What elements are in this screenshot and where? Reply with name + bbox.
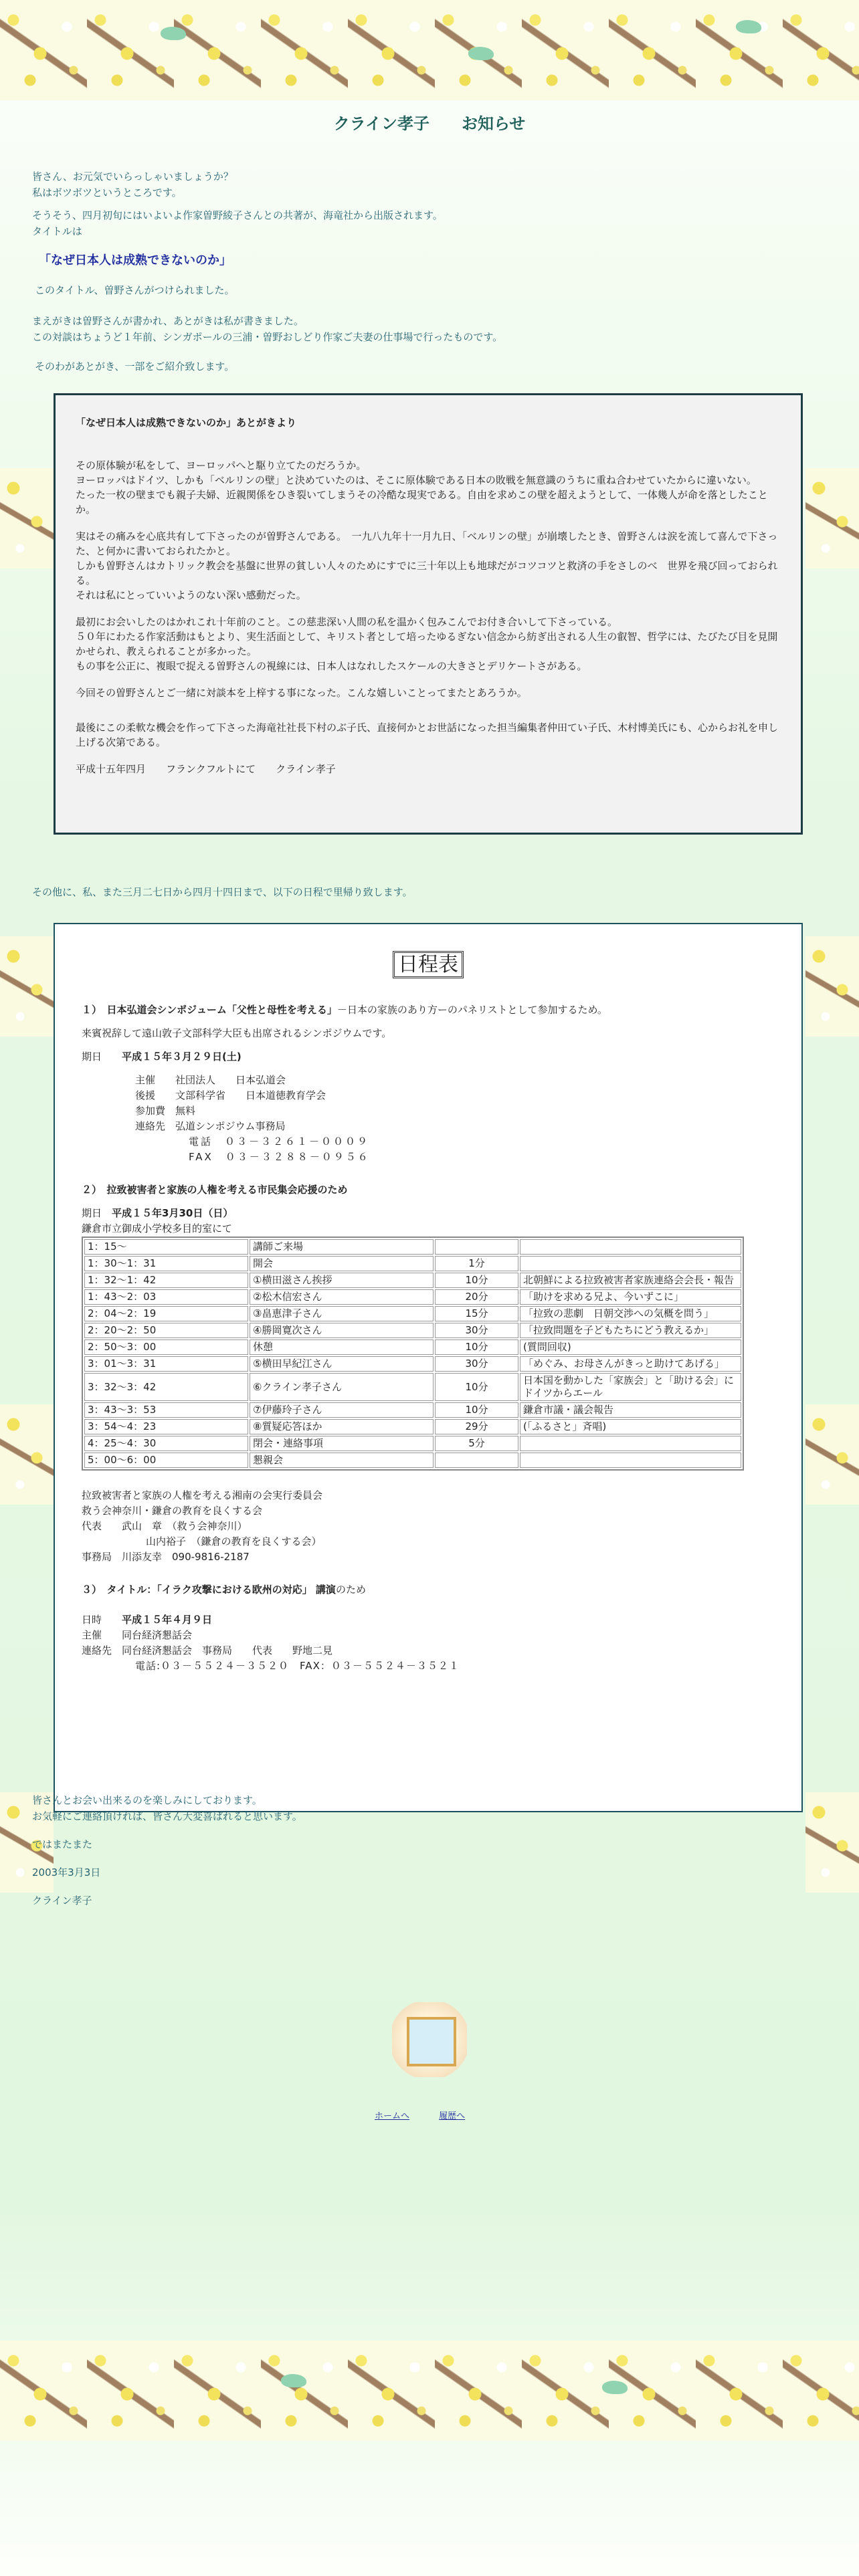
table-cell: 1分 <box>435 1256 518 1271</box>
table-cell: 10分 <box>435 1273 518 1288</box>
left-floral-decoration <box>0 1404 54 1505</box>
table-cell: 休憩 <box>250 1339 434 1355</box>
afterword-paragraph: その原体験が私をして、ヨーロッパへと駆り立てたのだろうか。 ヨーロッパはドイツ、しかも「ベルリンの壁」と決めていたのは、そこに原体験である日本の敗戦を無意識のうちに重ね合わせていたからに違いない。 たった一枚の壁までも親子夫婦、近親関係をひき裂いてしまうその冷酷な現実である。自由を求めこの壁を超えようとして、一体幾人が命を落としたことか。 <box>76 459 768 516</box>
table-cell: (質問回収) <box>520 1339 741 1355</box>
right-floral-decoration <box>805 936 859 1037</box>
afterword-paragraph: 最初にお会いしたのはかれこれ十年前のこと。この慈悲深い人間の私を温かく包みこんでお付き合いして下さっている。 ５０年にわたる作家活動はもとより、実生活面として、キリスト者として培ったゆるぎない信念から紡ぎ出される人生の叡智、哲学には、たびたび目を見開かせられ、教えられることが多かった。 もの事を公正に、複眼で捉える曽野さんの視線には、日本人はなれしたスケールの大きさとデリケートさがある。 <box>76 616 778 672</box>
schedule-section-2: ２） 拉致被害者と家族の人権を考える市民集会応援のため 期日 平成１５年3月30日（日） 鎌倉市立御成小学校多目的室にて 1：15～ 講師ご来場 1：30～1：31 開会 1分 1：32～1：42 ①横田滋さん挨拶 10分 北朝鮮による拉致被害者家族連絡会会長・報告 1：43～2：03 ②松木信宏さん 20分 「助けを求める兄よ、今いずこに」 2：04～2：19 ③畠恵津子さん 15分 「拉致の悲劇 日朝交渉への気概を問う」 2：20～2：50 ④勝岡寛次さん 30分 「拉致問題を子どもたちにどう教えるか」 2：50～3：00 休憩 10分 (質問回収) 3：01～3：31 ⑤横田早紀江さん 30分 「めぐみ、お母さんがきっと助けてあげる」 3：32～3：42 ⑥クライン孝子さん 10分 日本国を動かした「家族会」と「助ける会」にドイツからエール 3：43～3：53 ⑦伊藤玲子さん 10分 鎌倉市議・議会報告 3：54～4：23 ⑧質疑応答ほか 29分 (「ふるさと」斉唱) 4：25～4：30 閉会・連絡事項 5分 5：00～6：00 懇親会 拉致被害者と家族の人権を考える湘南の会実行委員会 救う会神奈川・鎌倉の教育を良くする会 代表 武山 章 （救う会神奈川） 山内裕子 （鎌倉の教育を良くする会） 事務局 川添友幸 090-9816-2187 <box>82 1182 775 1565</box>
schedule-section-3: ３） タイトル：「イラク攻撃における欧州の対応」 講演のため 日時 平成１５年４月９日 主催 同台経済懇話会 連絡先 同台経済懇話会 事務局 代表 野地二見 電話:０３－５５２４－３５２０ FAX：０３－５５２４－３５２１ <box>82 1584 460 1672</box>
table-cell: 5分 <box>435 1436 518 1451</box>
left-floral-decoration <box>0 936 54 1037</box>
bird-icon <box>281 2374 306 2387</box>
table-row <box>84 1289 741 1305</box>
right-floral-decoration <box>805 1792 859 1893</box>
table-cell: 3：32～3：42 <box>84 1373 248 1401</box>
rireki-link[interactable]: 履歴へ <box>439 2111 466 2121</box>
table-cell: 2：20～2：50 <box>84 1323 248 1338</box>
right-floral-decoration <box>805 1404 859 1505</box>
table-cell: 懇親会 <box>250 1453 434 1468</box>
table-cell: 3：01～3：31 <box>84 1356 248 1372</box>
table-cell: ②松木信宏さん <box>250 1289 434 1305</box>
table-cell <box>520 1256 741 1271</box>
schedule-box <box>54 923 803 1812</box>
table-cell: ⑤横田早紀江さん <box>250 1356 434 1372</box>
book-title: 「なぜ日本人は成熟できないのか」 <box>39 253 231 267</box>
schedule-section-1: １） 日本弘道会シンポジューム「父性と母性を考える」－日本の家族のあり方ーのパネリストとして参加するため。 来賓祝辞して遠山敦子文部科学大臣も出席されるシンポジウムです。 期日 平成１５年３月２９日(土) 主催 社団法人 日本弘道会 後援 文部科学省 日本道徳教育学会 参加費 無料 連絡先 弘道シンポジウム事務局 電話 ０３－３２６１－０００９ FAX ０３－３２８８－０９５６ <box>82 1004 607 1163</box>
table-cell: 1：30～1：31 <box>84 1256 248 1271</box>
table-cell: 1：15～ <box>84 1239 248 1255</box>
program-table <box>82 1237 744 1471</box>
table-cell: ⑥クライン孝子さん <box>250 1373 434 1401</box>
table-cell: 15分 <box>435 1306 518 1321</box>
table-cell: 1：43～2：03 <box>84 1289 248 1305</box>
table-cell: 29分 <box>435 1419 518 1434</box>
top-floral-band <box>0 0 859 100</box>
table-cell: 3：43～3：53 <box>84 1402 248 1418</box>
table-cell: 30分 <box>435 1356 518 1372</box>
table-cell: 2：50～3：00 <box>84 1339 248 1355</box>
afterword-paragraph: 実はその痛みを心底共有して下さったのが曽野さんである。 一九八九年十一月九日、「ベルリンの壁」が崩壊したとき、曽野さんは涙を流して喜んで下さった、と何かに書いておられたかと。 しかも曽野さんはカトリック教会を基盤に世界の貧しい人々のためにすでに三十年以上も地球だがコツコツと救済の手をさしのべ 世界を飛び回っておられる。 それは私にとっていいようのない深い感動だった。 <box>76 530 778 601</box>
table-cell: 「助けを求める兄よ、今いずこに」 <box>520 1289 741 1305</box>
afterword-box <box>54 393 803 835</box>
table-cell: 北朝鮮による拉致被害者家族連絡会会長・報告 <box>520 1273 741 1288</box>
table-row <box>84 1256 741 1271</box>
home-link[interactable]: ホームへ <box>375 2111 410 2121</box>
page-title: クライン孝子 お知らせ <box>333 114 526 133</box>
table-cell: 20分 <box>435 1289 518 1305</box>
table-cell: 講師ご来場 <box>250 1239 434 1255</box>
bird-icon <box>161 27 186 40</box>
table-cell <box>520 1436 741 1451</box>
table-cell: 10分 <box>435 1339 518 1355</box>
table-cell: 1：32～1：42 <box>84 1273 248 1288</box>
footer-nav <box>375 2109 492 2121</box>
table-cell: 10分 <box>435 1373 518 1401</box>
table-cell: 10分 <box>435 1402 518 1418</box>
table-cell: ⑧質疑応答ほか <box>250 1419 434 1434</box>
table-cell <box>435 1453 518 1468</box>
afterword-paragraph: 今回その曽野さんとご一緒に対談本を上梓する事になった。こんな嬉しいことってまたとあろうか。 <box>76 687 527 699</box>
table-row <box>84 1356 741 1372</box>
table-cell: (「ふるさと」斉唱) <box>520 1419 741 1434</box>
table-cell: ③畠恵津子さん <box>250 1306 434 1321</box>
table-cell: 30分 <box>435 1323 518 1338</box>
table-row <box>84 1323 741 1338</box>
table-cell: 5：00～6：00 <box>84 1453 248 1468</box>
left-floral-decoration <box>0 468 54 568</box>
table-row <box>84 1339 741 1355</box>
bird-icon <box>602 2381 628 2394</box>
afterword-paragraph: 最後にこの柔軟な機会を作って下さった海竜社社長下村のぶ子氏、直接何かとお世話になった担当編集者仲田てい子氏、木村博美氏にも、心からお礼を申し上げる次第である。 <box>76 722 779 748</box>
table-row <box>84 1402 741 1418</box>
table-cell: 3：54～4：23 <box>84 1419 248 1434</box>
afterword-signature: 平成十五年四月 フランクフルトにて クライン孝子 <box>76 763 336 775</box>
table-cell <box>435 1239 518 1255</box>
bird-icon <box>736 20 761 33</box>
schedule-title: 日程表 <box>393 951 464 978</box>
table-row <box>84 1273 741 1288</box>
bottom-floral-band <box>0 2341 859 2441</box>
table-cell: 「拉致の悲劇 日朝交渉への気概を問う」 <box>520 1306 741 1321</box>
table-row <box>84 1239 741 1255</box>
table-cell: 開会 <box>250 1256 434 1271</box>
table-cell: ⑦伊藤玲子さん <box>250 1402 434 1418</box>
table-cell: 「拉致問題を子どもたちにどう教えるか」 <box>520 1323 741 1338</box>
table-cell: 「めぐみ、お母さんがきっと助けてあげる」 <box>520 1356 741 1372</box>
table-cell <box>520 1453 741 1468</box>
intro-text: 皆さん、お元気でいらっしゃいましょうか？ 私はボツボツというところです。 そうそう、四月初旬にはいよいよ作家曽野綾子さんとの共著が、海竜社から出版されます。 タイトルは 「なぜ日本人は成熟できないのか」 このタイトル、曽野さんがつけられました。 まえがきは曽野さんが書かれ、あとがきは私が書きました。 この対談はちょうど１年前、シンガポールの三浦・曽野おしどり作家ご夫妻の仕事場で行ったものです。 そのわがあとがき、一部をご紹介致します。 <box>32 169 822 381</box>
table-cell: ④勝岡寛次さん <box>250 1323 434 1338</box>
trip-notice: その他に、私、また三月二七日から四月十四日まで、以下の日程で里帰り致します。 <box>32 886 413 898</box>
table-cell: 2：04～2：19 <box>84 1306 248 1321</box>
bird-emblem-icon <box>392 2002 467 2077</box>
table-cell: ①横田滋さん挨拶 <box>250 1273 434 1288</box>
table-cell <box>520 1239 741 1255</box>
table-cell: 鎌倉市議・議会報告 <box>520 1402 741 1418</box>
table-cell: 日本国を動かした「家族会」と「助ける会」にドイツからエール <box>520 1373 741 1401</box>
closing-text: 皆さんとお会い出来るのを楽しみにしております。 お気軽にご連絡頂ければ、皆さん大変喜ばれると思います。 ではまたまた 2003年3月3日 クライン孝子 <box>32 1794 302 1907</box>
bird-icon <box>468 47 494 60</box>
right-floral-decoration <box>805 468 859 568</box>
table-row <box>84 1436 741 1451</box>
table-cell: 閉会・連絡事項 <box>250 1436 434 1451</box>
table-row <box>84 1453 741 1468</box>
afterword-heading: 「なぜ日本人は成熟できないのか」あとがきより <box>76 417 297 429</box>
table-row <box>84 1306 741 1321</box>
table-row <box>84 1373 741 1401</box>
table-row <box>84 1419 741 1434</box>
table-cell: 4：25～4：30 <box>84 1436 248 1451</box>
